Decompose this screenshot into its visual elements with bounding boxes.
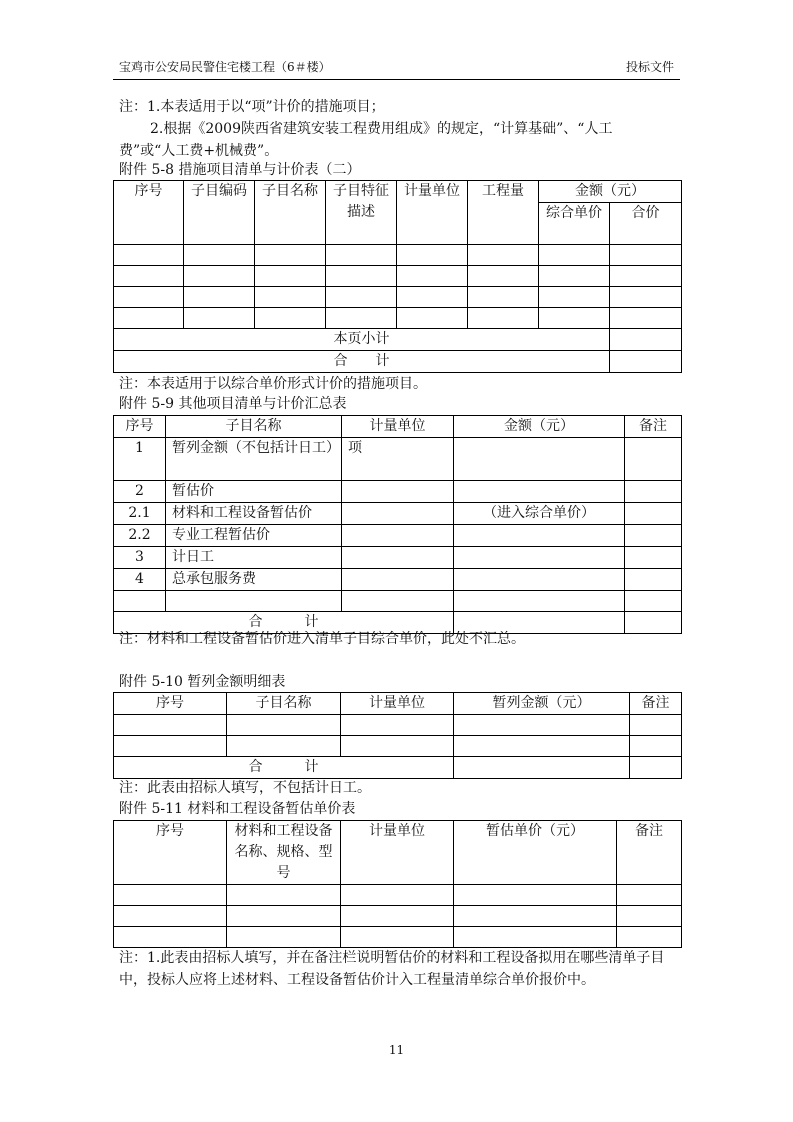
t511-table (113, 820, 682, 948)
t59-row-no: 2 (114, 481, 166, 503)
t58-h-no: 序号 (114, 181, 184, 245)
t59-row-name: 材料和工程设备暂估价 (166, 503, 342, 525)
t58-h-desc: 子目特征描述 (326, 181, 397, 245)
t58-h-name: 子目名称 (255, 181, 326, 245)
t511-h-name: 材料和工程设备名称、规格、型号 (227, 821, 341, 885)
header-left: 宝鸡市公安局民警住宅楼工程（6＃楼） (119, 60, 331, 74)
t59-row-unit: 项 (342, 438, 454, 481)
t59-row-name: 计日工 (166, 547, 342, 569)
note-top-line-1: 注：1.本表适用于以“项”计价的措施项目； (119, 99, 385, 115)
t59-row-no: 1 (114, 438, 166, 481)
t59-h-no: 序号 (114, 416, 166, 438)
t510-h-name: 子目名称 (227, 693, 341, 715)
t59-note: 注：材料和工程设备暂估价进入清单子目综合单价，此处不汇总。 (119, 631, 525, 647)
table-row (114, 503, 682, 525)
table-row (114, 438, 682, 481)
t59-row-name: 专业工程暂估价 (166, 525, 342, 547)
t58-h-qty: 工程量 (468, 181, 539, 245)
t58-title: 附件 5-8 措施项目清单与计价表（二） (119, 162, 361, 178)
t59-table (113, 415, 682, 634)
t59-h-remark: 备注 (625, 416, 682, 438)
t510-h-amount: 暂列金额（元） (454, 693, 630, 715)
table-row (114, 481, 682, 503)
note-top-line-3: 费”或“人工费+机械费”。 (119, 143, 279, 159)
t510-total-row (114, 757, 682, 779)
table-row (114, 287, 682, 308)
t510-h-unit: 计量单位 (341, 693, 454, 715)
t58-h-total: 合价 (610, 203, 682, 245)
table-row (114, 885, 682, 906)
t59-row-amount (454, 438, 625, 481)
t59-row-name: 总承包服务费 (166, 569, 342, 591)
t59-row-unit (342, 481, 454, 503)
t58-h-unitprice: 综合单价 (539, 203, 610, 245)
table-row (114, 547, 682, 569)
t511-h-remark: 备注 (617, 821, 682, 885)
header-divider (113, 79, 680, 80)
t59-row-unit (342, 547, 454, 569)
t58-h-unit: 计量单位 (397, 181, 468, 245)
t58-subtotal-row (114, 329, 682, 351)
t58-h-code: 子目编码 (184, 181, 255, 245)
t59-h-amount: 金额（元） (454, 416, 625, 438)
t510-title: 附件 5-10 暂列金额明细表 (119, 674, 286, 690)
t511-title: 附件 5-11 材料和工程设备暂估单价表 (119, 801, 356, 817)
t59-row-amount: （进入综合单价） (454, 503, 625, 525)
t58-h-amount: 金额（元） (539, 181, 682, 203)
t59-title: 附件 5-9 其他项目清单与计价汇总表 (119, 396, 347, 412)
t58-table (113, 180, 682, 373)
t59-row-no: 4 (114, 569, 166, 591)
t59-row-no: 2.2 (114, 525, 166, 547)
t511-h-price: 暂估单价（元） (454, 821, 617, 885)
t59-row-no: 2.1 (114, 503, 166, 525)
t58-note: 注：本表适用于以综合单价形式计价的措施项目。 (119, 376, 427, 392)
table-row (114, 525, 682, 547)
table-row (114, 715, 682, 736)
t59-row-amount (454, 547, 625, 569)
note-top-line-2: 2.根据《2009陕西省建筑安装工程费用组成》的规定，“计算基础”、“人工 (150, 121, 613, 137)
t59-row-name: 暂估价 (166, 481, 342, 503)
t510-total-label: 合 计 (114, 757, 454, 779)
header-right: 投标文件 (626, 60, 675, 74)
t510-note: 注：此表由招标人填写，不包括计日工。 (119, 780, 371, 796)
t511-note: 注：1.此表由招标人填写，并在备注栏说明暂估价的材料和工程设备拟用在哪些清单子目中，投标人应将上述材料、工程设备暂估价计入工程量清单综合单价报价中。 (119, 950, 665, 988)
t59-row-amount (454, 525, 625, 547)
table-row (114, 245, 682, 266)
t59-row-unit (342, 525, 454, 547)
table-row (114, 266, 682, 287)
t59-row-name: 暂列金额（不包括计日工） (166, 438, 342, 481)
t511-h-unit: 计量单位 (341, 821, 454, 885)
t59-total-label: 合 计 (114, 612, 454, 634)
table-row (114, 308, 682, 329)
table-row (114, 906, 682, 927)
table-row (114, 569, 682, 591)
table-row (114, 927, 682, 948)
t510-h-remark: 备注 (630, 693, 682, 715)
t58-subtotal-label: 本页小计 (114, 329, 610, 351)
t59-h-name: 子目名称 (166, 416, 342, 438)
note-top (119, 96, 681, 162)
t59-row-amount (454, 481, 625, 503)
t58-total-label: 合 计 (114, 351, 610, 373)
t59-row-unit (342, 503, 454, 525)
t59-h-unit: 计量单位 (342, 416, 454, 438)
t510-table (113, 692, 682, 779)
page-number: 11 (388, 1043, 405, 1057)
t59-row-unit (342, 569, 454, 591)
table-row (114, 591, 682, 612)
table-row (114, 736, 682, 757)
t59-row-amount (454, 569, 625, 591)
t59-row-no: 3 (114, 547, 166, 569)
t58-total-row (114, 351, 682, 373)
t511-h-no: 序号 (114, 821, 227, 885)
t510-h-no: 序号 (114, 693, 227, 715)
